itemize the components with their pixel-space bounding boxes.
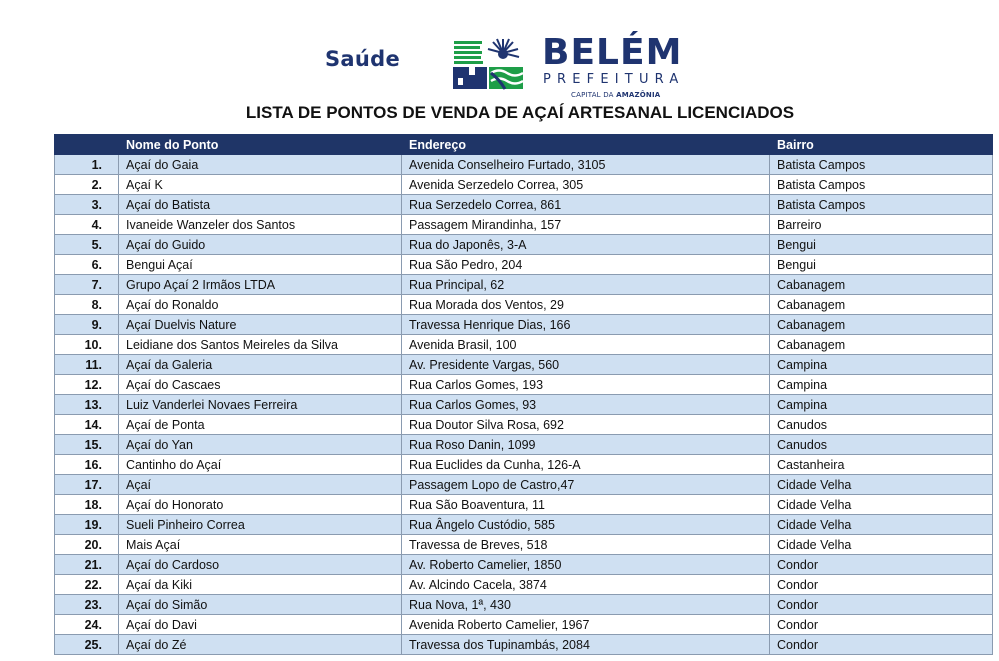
bairro-cell: Cabanagem: [770, 335, 993, 355]
row-number-cell: 25.: [55, 635, 119, 655]
point-name-cell: Açaí da Galeria: [119, 355, 402, 375]
bairro-cell: Campina: [770, 355, 993, 375]
row-number-cell: 16.: [55, 455, 119, 475]
point-name-cell: Açaí do Batista: [119, 195, 402, 215]
table-row: [55, 475, 993, 495]
address-cell: Rua Roso Danin, 1099: [402, 435, 770, 455]
table-row: [55, 595, 993, 615]
row-number-cell: 5.: [55, 235, 119, 255]
capital-prefix: CAPITAL DA: [571, 91, 614, 99]
row-number-cell: 13.: [55, 395, 119, 415]
bairro-cell: Batista Campos: [770, 195, 993, 215]
point-name-cell: Açaí do Gaia: [119, 155, 402, 175]
table-row: [55, 255, 993, 275]
point-name-cell: Açaí do Honorato: [119, 495, 402, 515]
bairro-cell: Batista Campos: [770, 175, 993, 195]
table-row: [55, 615, 993, 635]
address-cell: Rua Serzedelo Correa, 861: [402, 195, 770, 215]
column-header-number: [55, 135, 119, 155]
row-number-cell: 17.: [55, 475, 119, 495]
row-number-cell: 14.: [55, 415, 119, 435]
table-row: [55, 175, 993, 195]
point-name-cell: Açaí do Cardoso: [119, 555, 402, 575]
row-number-cell: 7.: [55, 275, 119, 295]
row-number-cell: 3.: [55, 195, 119, 215]
bairro-cell: Canudos: [770, 435, 993, 455]
point-name-cell: Açaí do Yan: [119, 435, 402, 455]
row-number-cell: 20.: [55, 535, 119, 555]
table-row: [55, 435, 993, 455]
address-cell: Passagem Lopo de Castro,47: [402, 475, 770, 495]
address-cell: Av. Presidente Vargas, 560: [402, 355, 770, 375]
row-number-cell: 15.: [55, 435, 119, 455]
address-cell: Rua Morada dos Ventos, 29: [402, 295, 770, 315]
row-number-cell: 4.: [55, 215, 119, 235]
address-cell: Av. Roberto Camelier, 1850: [402, 555, 770, 575]
row-number-cell: 23.: [55, 595, 119, 615]
row-number-cell: 9.: [55, 315, 119, 335]
table-row: [55, 635, 993, 655]
address-cell: Avenida Brasil, 100: [402, 335, 770, 355]
table-row: [55, 455, 993, 475]
point-name-cell: Açaí de Ponta: [119, 415, 402, 435]
bairro-cell: Cabanagem: [770, 315, 993, 335]
table-row: [55, 335, 993, 355]
table-row: [55, 375, 993, 395]
row-number-cell: 6.: [55, 255, 119, 275]
bairro-cell: Barreiro: [770, 215, 993, 235]
point-name-cell: Sueli Pinheiro Correa: [119, 515, 402, 535]
point-name-cell: Açaí Duelvis Nature: [119, 315, 402, 335]
bairro-cell: Campina: [770, 375, 993, 395]
bairro-cell: Cabanagem: [770, 295, 993, 315]
bairro-cell: Batista Campos: [770, 155, 993, 175]
table-row: [55, 155, 993, 175]
bairro-cell: Condor: [770, 635, 993, 655]
bairro-cell: Cidade Velha: [770, 475, 993, 495]
address-cell: Travessa de Breves, 518: [402, 535, 770, 555]
table-row: [55, 235, 993, 255]
address-cell: Rua São Pedro, 204: [402, 255, 770, 275]
row-number-cell: 12.: [55, 375, 119, 395]
bairro-cell: Cidade Velha: [770, 515, 993, 535]
address-cell: Rua Ângelo Custódio, 585: [402, 515, 770, 535]
point-name-cell: Leidiane dos Santos Meireles da Silva: [119, 335, 402, 355]
bairro-cell: Canudos: [770, 415, 993, 435]
bairro-cell: Cidade Velha: [770, 535, 993, 555]
address-cell: Rua Principal, 62: [402, 275, 770, 295]
point-name-cell: Açaí do Cascaes: [119, 375, 402, 395]
saude-label: Saúde: [325, 47, 401, 71]
point-name-cell: Cantinho do Açaí: [119, 455, 402, 475]
licensed-points-table: [54, 134, 993, 655]
table-row: [55, 315, 993, 335]
bairro-cell: Condor: [770, 615, 993, 635]
bairro-cell: Cidade Velha: [770, 495, 993, 515]
row-number-cell: 19.: [55, 515, 119, 535]
table-row: [55, 515, 993, 535]
column-header-bairro: Bairro: [770, 135, 993, 155]
bairro-cell: Castanheira: [770, 455, 993, 475]
row-number-cell: 11.: [55, 355, 119, 375]
bairro-cell: Condor: [770, 575, 993, 595]
table-row: [55, 395, 993, 415]
table-row: [55, 275, 993, 295]
point-name-cell: Açaí do Ronaldo: [119, 295, 402, 315]
point-name-cell: Grupo Açaí 2 Irmãos LTDA: [119, 275, 402, 295]
bairro-cell: Cabanagem: [770, 275, 993, 295]
capital-tagline: [571, 91, 660, 99]
table-body: [55, 155, 993, 655]
table-header-row: [55, 135, 993, 155]
address-cell: Rua São Boaventura, 11: [402, 495, 770, 515]
address-cell: Travessa dos Tupinambás, 2084: [402, 635, 770, 655]
address-cell: Rua Euclides da Cunha, 126-A: [402, 455, 770, 475]
point-name-cell: Açaí do Guido: [119, 235, 402, 255]
address-cell: Rua Carlos Gomes, 193: [402, 375, 770, 395]
address-cell: Rua Nova, 1ª, 430: [402, 595, 770, 615]
point-name-cell: Açaí do Davi: [119, 615, 402, 635]
table-row: [55, 555, 993, 575]
address-cell: Av. Alcindo Cacela, 3874: [402, 575, 770, 595]
page-title: LISTA DE PONTOS DE VENDA DE AÇAÍ ARTESANAL LICENCIADOS: [245, 103, 795, 122]
point-name-cell: Açaí do Zé: [119, 635, 402, 655]
table-row: [55, 195, 993, 215]
point-name-cell: Açaí K: [119, 175, 402, 195]
address-cell: Rua Doutor Silva Rosa, 692: [402, 415, 770, 435]
row-number-cell: 21.: [55, 555, 119, 575]
address-cell: Avenida Serzedelo Correa, 305: [402, 175, 770, 195]
point-name-cell: Açaí da Kiki: [119, 575, 402, 595]
address-cell: Passagem Mirandinha, 157: [402, 215, 770, 235]
table-row: [55, 215, 993, 235]
row-number-cell: 8.: [55, 295, 119, 315]
row-number-cell: 22.: [55, 575, 119, 595]
table-row: [55, 535, 993, 555]
bairro-cell: Condor: [770, 595, 993, 615]
prefeitura-label: PREFEITURA: [543, 72, 685, 87]
address-cell: Travessa Henrique Dias, 166: [402, 315, 770, 335]
table-row: [55, 495, 993, 515]
page-header: [0, 34, 999, 102]
row-number-cell: 2.: [55, 175, 119, 195]
bairro-cell: Campina: [770, 395, 993, 415]
point-name-cell: Luiz Vanderlei Novaes Ferreira: [119, 395, 402, 415]
bairro-cell: Bengui: [770, 255, 993, 275]
column-header-name: Nome do Ponto: [119, 135, 402, 155]
table-row: [55, 415, 993, 435]
table-row: [55, 355, 993, 375]
point-name-cell: Açaí do Simão: [119, 595, 402, 615]
point-name-cell: Açaí: [119, 475, 402, 495]
belem-wordmark: BELÉM: [542, 32, 683, 73]
row-number-cell: 18.: [55, 495, 119, 515]
address-cell: Rua do Japonês, 3-A: [402, 235, 770, 255]
table-row: [55, 295, 993, 315]
row-number-cell: 1.: [55, 155, 119, 175]
row-number-cell: 24.: [55, 615, 119, 635]
table-row: [55, 575, 993, 595]
point-name-cell: Mais Açaí: [119, 535, 402, 555]
address-cell: Rua Carlos Gomes, 93: [402, 395, 770, 415]
column-header-address: Endereço: [402, 135, 770, 155]
capital-name: AMAZÔNIA: [616, 91, 661, 99]
bairro-cell: Bengui: [770, 235, 993, 255]
bairro-cell: Condor: [770, 555, 993, 575]
point-name-cell: Ivaneide Wanzeler dos Santos: [119, 215, 402, 235]
address-cell: Avenida Conselheiro Furtado, 3105: [402, 155, 770, 175]
point-name-cell: Bengui Açaí: [119, 255, 402, 275]
row-number-cell: 10.: [55, 335, 119, 355]
address-cell: Avenida Roberto Camelier, 1967: [402, 615, 770, 635]
belem-city-logo-icon: [451, 37, 525, 91]
